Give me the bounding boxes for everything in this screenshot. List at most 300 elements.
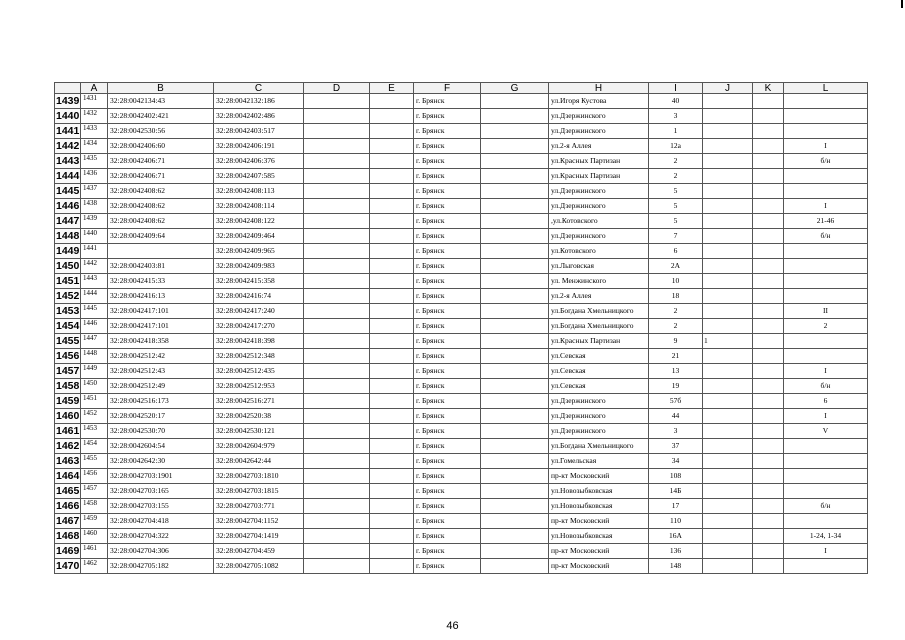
cell-f[interactable]: г. Брянск — [414, 319, 481, 334]
cell-e[interactable] — [370, 484, 414, 499]
cell-i[interactable]: 136 — [649, 544, 703, 559]
cell-d[interactable] — [304, 124, 370, 139]
cell-i[interactable]: 2 — [649, 304, 703, 319]
cell-k[interactable] — [753, 424, 784, 439]
cell-i[interactable]: 12а — [649, 139, 703, 154]
cell-b[interactable]: 32:28:0042703:155 — [108, 499, 214, 514]
cell-l[interactable]: 6 — [784, 394, 868, 409]
cell-d[interactable] — [304, 304, 370, 319]
cell-c[interactable]: 32:28:0042418:398 — [214, 334, 304, 349]
cell-j[interactable] — [703, 349, 753, 364]
row-number[interactable]: 1456 — [56, 350, 80, 362]
cell-h[interactable]: ул.Богдана Хмельницкого — [549, 304, 649, 319]
cell-c[interactable]: 32:28:0042704:1419 — [214, 529, 304, 544]
cell-k[interactable] — [753, 259, 784, 274]
column-header-h[interactable]: H — [549, 83, 649, 94]
cell-b[interactable]: 32:28:0042703:1901 — [108, 469, 214, 484]
cell-c[interactable]: 32:28:0042408:114 — [214, 199, 304, 214]
cell-i[interactable]: 110 — [649, 514, 703, 529]
cell-a[interactable]: 1449 — [81, 364, 108, 379]
cell-c[interactable]: 32:28:0042409:464 — [214, 229, 304, 244]
cell-h[interactable]: пр-кт Московский — [549, 544, 649, 559]
cell-d[interactable] — [304, 274, 370, 289]
cell-l[interactable] — [784, 484, 868, 499]
cell-d[interactable] — [304, 184, 370, 199]
cell-d[interactable] — [304, 349, 370, 364]
cell-k[interactable] — [753, 154, 784, 169]
cell-b[interactable]: 32:28:0042418:358 — [108, 334, 214, 349]
cell-h[interactable]: ул.Новозыбковская — [549, 499, 649, 514]
cell-h[interactable]: ул.Новозыбковская — [549, 484, 649, 499]
cell-i[interactable]: 57б — [649, 394, 703, 409]
cell-a[interactable]: 1454 — [81, 439, 108, 454]
cell-i[interactable]: 148 — [649, 559, 703, 574]
cell-j[interactable] — [703, 484, 753, 499]
cell-c[interactable]: 32:28:0042403:517 — [214, 124, 304, 139]
cell-i[interactable]: 2 — [649, 154, 703, 169]
cell-e[interactable] — [370, 379, 414, 394]
cell-k[interactable] — [753, 214, 784, 229]
cell-b[interactable]: 32:28:0042705:182 — [108, 559, 214, 574]
cell-f[interactable]: г. Брянск — [414, 349, 481, 364]
row-number[interactable]: 1452 — [56, 290, 80, 302]
cell-b[interactable]: 32:28:0042530:70 — [108, 424, 214, 439]
cell-h[interactable]: ул.Дзержинского — [549, 424, 649, 439]
column-header-g[interactable]: G — [481, 83, 549, 94]
cell-c[interactable]: 32:28:0042604:979 — [214, 439, 304, 454]
cell-c[interactable]: 32:28:0042417:240 — [214, 304, 304, 319]
cell-l[interactable] — [784, 454, 868, 469]
cell-a[interactable]: 1456 — [81, 469, 108, 484]
cell-f[interactable]: г. Брянск — [414, 214, 481, 229]
cell-g[interactable] — [481, 484, 549, 499]
cell-g[interactable] — [481, 199, 549, 214]
cell-c[interactable]: 32:28:0042520:38 — [214, 409, 304, 424]
cell-l[interactable] — [784, 124, 868, 139]
cell-e[interactable] — [370, 319, 414, 334]
cell-e[interactable] — [370, 199, 414, 214]
cell-b[interactable]: 32:28:0042704:306 — [108, 544, 214, 559]
cell-d[interactable] — [304, 559, 370, 574]
cell-j[interactable] — [703, 529, 753, 544]
cell-g[interactable] — [481, 544, 549, 559]
cell-j[interactable] — [703, 544, 753, 559]
cell-k[interactable] — [753, 319, 784, 334]
cell-k[interactable] — [753, 244, 784, 259]
cell-c[interactable]: 32:28:0042705:1082 — [214, 559, 304, 574]
cell-b[interactable]: 32:28:0042406:60 — [108, 139, 214, 154]
cell-a[interactable]: 1431 — [81, 94, 108, 109]
cell-b[interactable]: 32:28:0042408:62 — [108, 214, 214, 229]
cell-f[interactable]: г. Брянск — [414, 454, 481, 469]
cell-i[interactable]: 9 — [649, 334, 703, 349]
cell-a[interactable]: 1434 — [81, 139, 108, 154]
cell-e[interactable] — [370, 139, 414, 154]
cell-b[interactable]: 32:28:0042512:42 — [108, 349, 214, 364]
cell-b[interactable]: 32:28:0042516:173 — [108, 394, 214, 409]
cell-d[interactable] — [304, 289, 370, 304]
cell-g[interactable] — [481, 439, 549, 454]
cell-g[interactable] — [481, 514, 549, 529]
cell-g[interactable] — [481, 334, 549, 349]
cell-b[interactable]: 32:28:0042512:49 — [108, 379, 214, 394]
cell-c[interactable]: 32:28:0042512:348 — [214, 349, 304, 364]
cell-g[interactable] — [481, 349, 549, 364]
cell-l[interactable]: I — [784, 199, 868, 214]
cell-l[interactable]: V — [784, 424, 868, 439]
cell-c[interactable]: 32:28:0042703:1815 — [214, 484, 304, 499]
cell-j[interactable] — [703, 319, 753, 334]
cell-d[interactable] — [304, 139, 370, 154]
cell-j[interactable] — [703, 94, 753, 109]
cell-h[interactable]: ул.Богдана Хмельницкого — [549, 319, 649, 334]
cell-g[interactable] — [481, 304, 549, 319]
cell-k[interactable] — [753, 379, 784, 394]
cell-c[interactable]: 32:28:0042132:186 — [214, 94, 304, 109]
cell-d[interactable] — [304, 514, 370, 529]
row-number[interactable]: 1448 — [56, 230, 80, 242]
cell-k[interactable] — [753, 514, 784, 529]
row-number[interactable]: 1468 — [56, 530, 80, 542]
cell-a[interactable]: 1442 — [81, 259, 108, 274]
cell-j[interactable] — [703, 424, 753, 439]
cell-j[interactable] — [703, 559, 753, 574]
cell-l[interactable]: I — [784, 139, 868, 154]
column-header-d[interactable]: D — [304, 83, 370, 94]
cell-b[interactable]: 32:28:0042415:33 — [108, 274, 214, 289]
cell-h[interactable]: ул.2-я Аллея — [549, 289, 649, 304]
cell-f[interactable]: г. Брянск — [414, 124, 481, 139]
cell-g[interactable] — [481, 379, 549, 394]
cell-h[interactable]: пр-кт Московский — [549, 469, 649, 484]
row-number[interactable]: 1463 — [56, 455, 80, 467]
cell-g[interactable] — [481, 409, 549, 424]
cell-a[interactable]: 1435 — [81, 154, 108, 169]
cell-k[interactable] — [753, 469, 784, 484]
cell-l[interactable] — [784, 169, 868, 184]
cell-l[interactable] — [784, 274, 868, 289]
cell-j[interactable] — [703, 244, 753, 259]
row-number[interactable]: 1460 — [56, 410, 80, 422]
cell-i[interactable]: 40 — [649, 94, 703, 109]
cell-d[interactable] — [304, 154, 370, 169]
cell-g[interactable] — [481, 394, 549, 409]
cell-h[interactable]: ул.Севская — [549, 364, 649, 379]
cell-c[interactable]: 32:28:0042407:585 — [214, 169, 304, 184]
cell-c[interactable]: 32:28:0042402:486 — [214, 109, 304, 124]
column-header-l[interactable]: L — [784, 83, 868, 94]
cell-k[interactable] — [753, 124, 784, 139]
cell-d[interactable] — [304, 409, 370, 424]
cell-c[interactable]: 32:28:0042409:965 — [214, 244, 304, 259]
row-number[interactable]: 1459 — [56, 395, 80, 407]
cell-d[interactable] — [304, 334, 370, 349]
cell-a[interactable]: 1447 — [81, 334, 108, 349]
cell-d[interactable] — [304, 214, 370, 229]
cell-h[interactable]: ул.Севская — [549, 379, 649, 394]
cell-a[interactable]: 1461 — [81, 544, 108, 559]
cell-j[interactable] — [703, 274, 753, 289]
cell-d[interactable] — [304, 259, 370, 274]
cell-l[interactable] — [784, 349, 868, 364]
cell-f[interactable]: г. Брянск — [414, 169, 481, 184]
cell-i[interactable]: 5 — [649, 184, 703, 199]
cell-i[interactable]: 7 — [649, 229, 703, 244]
cell-d[interactable] — [304, 424, 370, 439]
cell-h[interactable]: ул.Красных Партизан — [549, 334, 649, 349]
cell-f[interactable]: г. Брянск — [414, 499, 481, 514]
cell-k[interactable] — [753, 199, 784, 214]
column-header-b[interactable]: B — [108, 83, 214, 94]
cell-j[interactable] — [703, 184, 753, 199]
cell-h[interactable]: ул.Котовского — [549, 244, 649, 259]
cell-g[interactable] — [481, 499, 549, 514]
cell-c[interactable]: 32:28:0042408:122 — [214, 214, 304, 229]
cell-a[interactable]: 1444 — [81, 289, 108, 304]
cell-c[interactable]: 32:28:0042703:771 — [214, 499, 304, 514]
cell-f[interactable]: г. Брянск — [414, 409, 481, 424]
cell-k[interactable] — [753, 394, 784, 409]
cell-k[interactable] — [753, 349, 784, 364]
cell-a[interactable]: 1451 — [81, 394, 108, 409]
cell-f[interactable]: г. Брянск — [414, 94, 481, 109]
cell-i[interactable]: 21 — [649, 349, 703, 364]
cell-e[interactable] — [370, 544, 414, 559]
column-header-e[interactable]: E — [370, 83, 414, 94]
cell-e[interactable] — [370, 439, 414, 454]
cell-h[interactable]: ул.Гомельская — [549, 454, 649, 469]
cell-h[interactable]: ,ул.Котовского — [549, 214, 649, 229]
cell-k[interactable] — [753, 454, 784, 469]
cell-d[interactable] — [304, 319, 370, 334]
cell-f[interactable]: г. Брянск — [414, 229, 481, 244]
cell-a[interactable]: 1448 — [81, 349, 108, 364]
cell-c[interactable]: 32:28:0042704:1152 — [214, 514, 304, 529]
cell-b[interactable]: 32:28:0042134:43 — [108, 94, 214, 109]
cell-b[interactable]: 32:28:0042703:165 — [108, 484, 214, 499]
cell-d[interactable] — [304, 199, 370, 214]
cell-f[interactable]: г. Брянск — [414, 379, 481, 394]
cell-h[interactable]: ул.Игоря Кустова — [549, 94, 649, 109]
cell-b[interactable]: 32:28:0042408:62 — [108, 199, 214, 214]
cell-c[interactable]: 32:28:0042703:1810 — [214, 469, 304, 484]
cell-k[interactable] — [753, 559, 784, 574]
cell-j[interactable] — [703, 439, 753, 454]
cell-a[interactable]: 1441 — [81, 244, 108, 259]
cell-e[interactable] — [370, 499, 414, 514]
cell-h[interactable]: ул.Дзержинского — [549, 229, 649, 244]
cell-d[interactable] — [304, 499, 370, 514]
cell-g[interactable] — [481, 214, 549, 229]
cell-e[interactable] — [370, 259, 414, 274]
column-header-f[interactable]: F — [414, 83, 481, 94]
cell-f[interactable]: г. Брянск — [414, 109, 481, 124]
cell-b[interactable]: 32:28:0042704:322 — [108, 529, 214, 544]
cell-a[interactable]: 1459 — [81, 514, 108, 529]
row-number[interactable]: 1444 — [56, 170, 80, 182]
cell-g[interactable] — [481, 229, 549, 244]
cell-j[interactable] — [703, 499, 753, 514]
cell-h[interactable]: ул.Дзержинского — [549, 199, 649, 214]
cell-b[interactable]: 32:28:0042403:81 — [108, 259, 214, 274]
cell-d[interactable] — [304, 484, 370, 499]
cell-i[interactable]: 1 — [649, 124, 703, 139]
cell-h[interactable]: ул.Красных Партизан — [549, 169, 649, 184]
cell-c[interactable]: 32:28:0042417:270 — [214, 319, 304, 334]
cell-e[interactable] — [370, 454, 414, 469]
cell-g[interactable] — [481, 424, 549, 439]
cell-k[interactable] — [753, 544, 784, 559]
cell-f[interactable]: г. Брянск — [414, 364, 481, 379]
cell-e[interactable] — [370, 304, 414, 319]
cell-d[interactable] — [304, 454, 370, 469]
cell-g[interactable] — [481, 259, 549, 274]
cell-a[interactable]: 1455 — [81, 454, 108, 469]
cell-g[interactable] — [481, 469, 549, 484]
cell-e[interactable] — [370, 109, 414, 124]
cell-a[interactable]: 1438 — [81, 199, 108, 214]
cell-e[interactable] — [370, 364, 414, 379]
cell-i[interactable]: 34 — [649, 454, 703, 469]
cell-f[interactable]: г. Брянск — [414, 244, 481, 259]
cell-h[interactable]: ул. Менжинского — [549, 274, 649, 289]
cell-a[interactable]: 1436 — [81, 169, 108, 184]
cell-j[interactable] — [703, 454, 753, 469]
cell-k[interactable] — [753, 139, 784, 154]
cell-h[interactable]: ул.Новозыбковская — [549, 529, 649, 544]
cell-k[interactable] — [753, 334, 784, 349]
cell-k[interactable] — [753, 184, 784, 199]
cell-d[interactable] — [304, 244, 370, 259]
cell-h[interactable]: ул.Севская — [549, 349, 649, 364]
cell-l[interactable] — [784, 469, 868, 484]
cell-e[interactable] — [370, 94, 414, 109]
cell-a[interactable]: 1440 — [81, 229, 108, 244]
cell-d[interactable] — [304, 469, 370, 484]
cell-b[interactable]: 32:28:0042520:17 — [108, 409, 214, 424]
cell-b[interactable] — [108, 244, 214, 259]
cell-h[interactable]: ул.2-я Аллея — [549, 139, 649, 154]
row-number[interactable]: 1449 — [56, 245, 80, 257]
cell-b[interactable]: 32:28:0042402:421 — [108, 109, 214, 124]
cell-a[interactable]: 1462 — [81, 559, 108, 574]
cell-l[interactable]: б/н — [784, 154, 868, 169]
cell-i[interactable]: 13 — [649, 364, 703, 379]
cell-k[interactable] — [753, 484, 784, 499]
cell-e[interactable] — [370, 469, 414, 484]
cell-c[interactable]: 32:28:0042704:459 — [214, 544, 304, 559]
cell-b[interactable]: 32:28:0042604:54 — [108, 439, 214, 454]
cell-l[interactable] — [784, 94, 868, 109]
cell-e[interactable] — [370, 559, 414, 574]
cell-i[interactable]: 5 — [649, 199, 703, 214]
cell-k[interactable] — [753, 439, 784, 454]
cell-h[interactable]: пр-кт Московский — [549, 514, 649, 529]
cell-g[interactable] — [481, 454, 549, 469]
cell-d[interactable] — [304, 439, 370, 454]
cell-g[interactable] — [481, 184, 549, 199]
cell-l[interactable]: б/н — [784, 499, 868, 514]
row-number[interactable]: 1440 — [56, 110, 80, 122]
cell-f[interactable]: г. Брянск — [414, 514, 481, 529]
cell-b[interactable]: 32:28:0042406:71 — [108, 169, 214, 184]
cell-f[interactable]: г. Брянск — [414, 199, 481, 214]
cell-k[interactable] — [753, 364, 784, 379]
cell-j[interactable] — [703, 409, 753, 424]
column-header-k[interactable]: K — [753, 83, 784, 94]
cell-a[interactable]: 1453 — [81, 424, 108, 439]
cell-c[interactable]: 32:28:0042406:376 — [214, 154, 304, 169]
cell-l[interactable]: 1-24, 1-34 — [784, 529, 868, 544]
cell-b[interactable]: 32:28:0042417:101 — [108, 304, 214, 319]
cell-d[interactable] — [304, 109, 370, 124]
cell-j[interactable] — [703, 394, 753, 409]
cell-i[interactable]: 10 — [649, 274, 703, 289]
cell-c[interactable]: 32:28:0042512:435 — [214, 364, 304, 379]
row-number[interactable]: 1445 — [56, 185, 80, 197]
cell-g[interactable] — [481, 289, 549, 304]
cell-l[interactable]: I — [784, 409, 868, 424]
cell-l[interactable]: 21-46 — [784, 214, 868, 229]
cell-b[interactable]: 32:28:0042409:64 — [108, 229, 214, 244]
cell-l[interactable] — [784, 244, 868, 259]
cell-c[interactable]: 32:28:0042516:271 — [214, 394, 304, 409]
cell-f[interactable]: г. Брянск — [414, 544, 481, 559]
cell-a[interactable]: 1452 — [81, 409, 108, 424]
cell-i[interactable]: 108 — [649, 469, 703, 484]
cell-l[interactable]: б/н — [784, 379, 868, 394]
cell-l[interactable] — [784, 514, 868, 529]
column-header-a[interactable]: A — [81, 83, 108, 94]
cell-i[interactable]: 2 — [649, 169, 703, 184]
cell-g[interactable] — [481, 169, 549, 184]
cell-f[interactable]: г. Брянск — [414, 139, 481, 154]
cell-k[interactable] — [753, 529, 784, 544]
cell-c[interactable]: 32:28:0042416:74 — [214, 289, 304, 304]
cell-f[interactable]: г. Брянск — [414, 394, 481, 409]
row-number[interactable]: 1450 — [56, 260, 80, 272]
cell-h[interactable]: ул.Дзержинского — [549, 394, 649, 409]
cell-i[interactable]: 17 — [649, 499, 703, 514]
row-number[interactable]: 1470 — [56, 560, 80, 572]
row-number[interactable]: 1441 — [56, 125, 80, 137]
cell-l[interactable] — [784, 289, 868, 304]
row-number[interactable]: 1462 — [56, 440, 80, 452]
cell-f[interactable]: г. Брянск — [414, 304, 481, 319]
cell-a[interactable]: 1433 — [81, 124, 108, 139]
cell-c[interactable]: 32:28:0042406:191 — [214, 139, 304, 154]
cell-j[interactable] — [703, 214, 753, 229]
cell-i[interactable]: 3 — [649, 424, 703, 439]
cell-d[interactable] — [304, 379, 370, 394]
cell-j[interactable] — [703, 259, 753, 274]
cell-b[interactable]: 32:28:0042512:43 — [108, 364, 214, 379]
column-header-j[interactable]: J — [703, 83, 753, 94]
cell-j[interactable] — [703, 514, 753, 529]
cell-f[interactable]: г. Брянск — [414, 289, 481, 304]
cell-e[interactable] — [370, 349, 414, 364]
cell-c[interactable]: 32:28:0042512:953 — [214, 379, 304, 394]
cell-f[interactable]: г. Брянск — [414, 334, 481, 349]
cell-g[interactable] — [481, 244, 549, 259]
cell-c[interactable]: 32:28:0042408:113 — [214, 184, 304, 199]
cell-d[interactable] — [304, 94, 370, 109]
row-number[interactable]: 1447 — [56, 215, 80, 227]
cell-j[interactable] — [703, 109, 753, 124]
cell-d[interactable] — [304, 529, 370, 544]
cell-j[interactable] — [703, 199, 753, 214]
cell-d[interactable] — [304, 229, 370, 244]
